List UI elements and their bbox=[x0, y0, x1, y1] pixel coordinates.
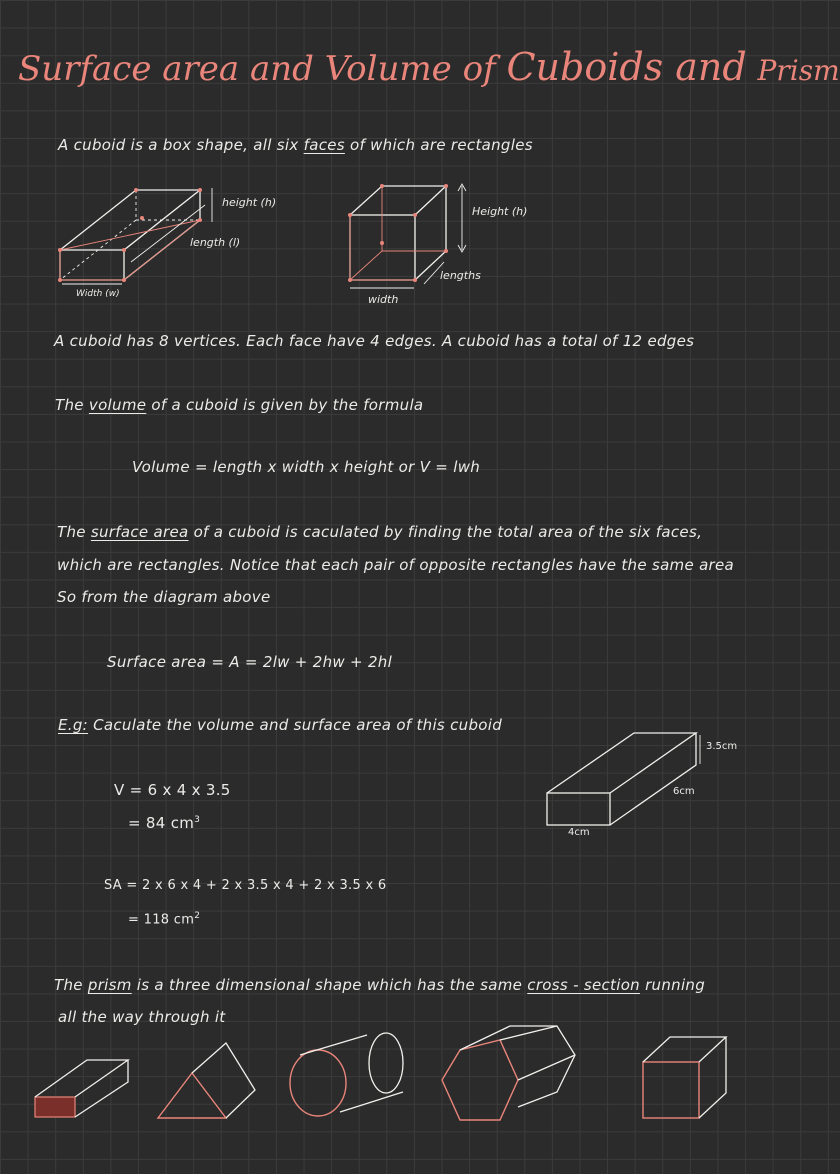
example-sa-line-1: SA = 2 x 6 x 4 + 2 x 3.5 x 4 + 2 x 3.5 x 6 bbox=[104, 878, 387, 893]
surface-area-formula: Surface area = A = 2lw + 2hw + 2hl bbox=[107, 653, 393, 671]
title-part-1: Surface area and Volume of bbox=[18, 49, 496, 89]
cube-diagram-shape bbox=[348, 184, 448, 282]
volume-intro-volume: volume bbox=[88, 396, 147, 414]
prism-middle: is a three dimensional shape which has the same bbox=[136, 976, 523, 994]
diagram1-height-label: height (h) bbox=[222, 196, 277, 209]
surface-line-2: which are rectangles. Notice that each pair of opposite rectangles have the same area bbox=[57, 556, 735, 574]
example-dim-height: 3.5cm bbox=[706, 741, 738, 752]
diagram1-length-label: length (l) bbox=[190, 236, 241, 249]
prism-the: The bbox=[54, 976, 83, 994]
prism-cuboid bbox=[35, 1060, 128, 1117]
diagram1-width-label: Width (w) bbox=[76, 289, 120, 299]
surface-line-1 bbox=[57, 525, 702, 540]
volume-intro-line bbox=[55, 398, 423, 413]
cuboid-long-shape bbox=[58, 188, 202, 282]
example-dim-length: 6cm bbox=[673, 786, 695, 797]
surface-the: The bbox=[57, 523, 86, 541]
prism-running: running bbox=[645, 976, 706, 994]
surface-line-3: So from the diagram above bbox=[57, 588, 271, 606]
prism-cylinder bbox=[290, 1033, 403, 1116]
example-line bbox=[58, 718, 502, 733]
prism-cross-section: cross - section bbox=[527, 976, 640, 994]
intro-line bbox=[58, 138, 533, 153]
page-title bbox=[18, 45, 840, 89]
intro-faces: faces bbox=[303, 136, 345, 154]
title-part-3: Prism bbox=[757, 54, 840, 87]
example-sa-result: = 118 cm bbox=[128, 912, 195, 928]
prism-line-2: all the way through it bbox=[58, 1008, 226, 1026]
example-volume-line-1: V = 6 x 4 x 3.5 bbox=[114, 781, 231, 799]
intro-before: A cuboid is a box shape, all six bbox=[58, 136, 299, 154]
diagram2-width-label: width bbox=[368, 293, 399, 306]
example-volume-line-2 bbox=[128, 816, 200, 831]
diagram2-length-label: lengths bbox=[440, 269, 481, 282]
example-sa-unit-power: 2 bbox=[194, 911, 201, 921]
example-cuboid-shape bbox=[547, 733, 700, 825]
prism-cube bbox=[643, 1037, 726, 1118]
vertices-line: A cuboid has 8 vertices. Each face have 4 edges. A cuboid has a total of 12 edges bbox=[54, 332, 695, 350]
prism-term: prism bbox=[87, 976, 132, 994]
surface-area-term: surface area bbox=[90, 523, 189, 541]
example-eg: E.g: bbox=[58, 716, 89, 734]
intro-after: of which are rectangles bbox=[349, 136, 533, 154]
prism-line-1 bbox=[54, 978, 705, 993]
example-volume-unit-power: 3 bbox=[194, 815, 201, 825]
example-sa-line-2 bbox=[128, 912, 200, 926]
title-part-2: Cuboids and bbox=[506, 45, 747, 89]
example-volume-result: = 84 cm bbox=[128, 814, 195, 832]
volume-intro-before: The bbox=[55, 396, 84, 414]
example-text: Caculate the volume and surface area of this cuboid bbox=[93, 716, 503, 734]
example-dim-width: 4cm bbox=[568, 827, 590, 838]
diagram2-height-label: Height (h) bbox=[472, 205, 528, 218]
surface-line-1-rest: of a cuboid is caculated by finding the total area of the six faces, bbox=[193, 523, 703, 541]
volume-intro-after: of a cuboid is given by the formula bbox=[151, 396, 424, 414]
volume-formula: Volume = length x width x height or V = lwh bbox=[132, 458, 481, 476]
prism-hexagonal bbox=[442, 1026, 575, 1120]
prism-triangular bbox=[158, 1043, 255, 1118]
